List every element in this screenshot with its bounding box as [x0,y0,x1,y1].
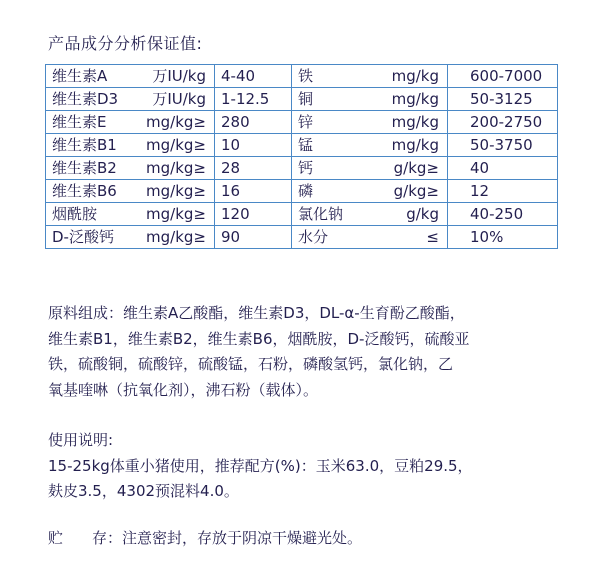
mineral-unit: g/kg≥ [393,159,439,177]
vitamin-name: 维生素D3 [52,90,119,108]
mineral-value: 200-2750 [448,111,558,134]
mineral-value: 50-3750 [448,134,558,157]
vitamin-name: 维生素B6 [52,182,117,200]
mineral-name: 锰 [298,136,314,154]
mineral-name: 锌 [298,113,314,131]
vitamin-cell [46,111,215,134]
vitamin-name: 维生素E [52,113,107,131]
vitamin-value: 1-12.5 [215,88,292,111]
mineral-value: 40-250 [448,203,558,226]
mineral-cell [292,65,448,88]
vitamin-name: 烟酰胺 [52,205,98,223]
vitamin-unit: mg/kg≥ [146,159,206,177]
mineral-unit: mg/kg [391,90,439,108]
table-row [46,203,558,226]
mineral-name: 铁 [298,67,314,85]
vitamin-unit: 万IU/kg [152,67,206,85]
usage-paragraph [48,428,568,505]
storage-paragraph [48,526,568,552]
vitamin-unit: mg/kg≥ [146,228,206,246]
table-row [46,226,558,249]
composition-table [45,64,558,249]
mineral-cell [292,226,448,249]
mineral-unit: g/kg [406,205,439,223]
vitamin-unit: mg/kg≥ [146,113,206,131]
vitamin-cell [46,226,215,249]
mineral-cell [292,134,448,157]
mineral-value: 10% [448,226,558,249]
raw-materials-paragraph [48,301,568,403]
mineral-unit: mg/kg [391,67,439,85]
vitamin-cell [46,65,215,88]
mineral-value: 40 [448,157,558,180]
vitamin-cell [46,180,215,203]
table-row [46,88,558,111]
vitamin-cell [46,157,215,180]
vitamin-cell [46,134,215,157]
mineral-value: 600-7000 [448,65,558,88]
storage-text: 注意密封，存放于阴凉干燥避光处。 [122,529,363,547]
mineral-cell [292,111,448,134]
mineral-unit: mg/kg [391,113,439,131]
vitamin-unit: mg/kg≥ [146,182,206,200]
vitamin-cell [46,203,215,226]
storage-label-char: 贮 [48,529,64,547]
mineral-name: 铜 [298,90,314,108]
usage-line: 15-25kg体重小猪使用，推荐配方(%)：玉米63.0，豆粕29.5， [48,456,473,475]
vitamin-value: 280 [215,111,292,134]
mineral-name: 磷 [298,182,314,200]
vitamin-unit: 万IU/kg [152,90,206,108]
mineral-name: 钙 [298,159,314,177]
vitamin-value: 16 [215,180,292,203]
table-row [46,111,558,134]
table-row [46,157,558,180]
vitamin-value: 90 [215,226,292,249]
vitamin-value: 4-40 [215,65,292,88]
vitamin-name: 维生素B1 [52,136,117,154]
raw-materials-line: 原料组成：维生素A乙酸酯，维生素D3，DL-α-生育酚乙酸酯， [48,304,465,322]
mineral-unit: g/kg≥ [393,182,439,200]
storage-label: 存： [92,529,123,547]
mineral-unit: ≤ [426,228,439,246]
guaranteed-analysis-heading: 产品成分分析保证值: [48,34,203,53]
mineral-cell [292,157,448,180]
vitamin-unit: mg/kg≥ [146,205,206,223]
mineral-name: 水分 [298,228,329,246]
vitamin-name: D-泛酸钙 [52,228,114,246]
usage-line: 麸皮3.5，4302预混料4.0。 [48,482,239,500]
vitamin-unit: mg/kg≥ [146,136,206,154]
vitamin-cell [46,88,215,111]
vitamin-value: 10 [215,134,292,157]
raw-materials-line: 氧基喹啉（抗氧化剂），沸石粉（载体）。 [48,380,319,399]
vitamin-name: 维生素A [52,67,108,85]
vitamin-name: 维生素B2 [52,159,117,177]
mineral-name: 氯化钠 [298,205,344,223]
mineral-cell [292,203,448,226]
mineral-cell [292,88,448,111]
vitamin-value: 120 [215,203,292,226]
table-row [46,65,558,88]
table-row [46,180,558,203]
mineral-value: 50-3125 [448,88,558,111]
table-row [46,134,558,157]
raw-materials-line: 铁，硫酸铜，硫酸锌，硫酸锰，石粉，磷酸氢钙，氯化钠，乙 [48,355,454,373]
vitamin-value: 28 [215,157,292,180]
usage-title: 使用说明: [48,431,114,449]
mineral-unit: mg/kg [391,136,439,154]
raw-materials-line: 维生素B1，维生素B2，维生素B6，烟酰胺，D-泛酸钙，硫酸亚 [48,329,470,348]
mineral-value: 12 [448,180,558,203]
mineral-cell [292,180,448,203]
